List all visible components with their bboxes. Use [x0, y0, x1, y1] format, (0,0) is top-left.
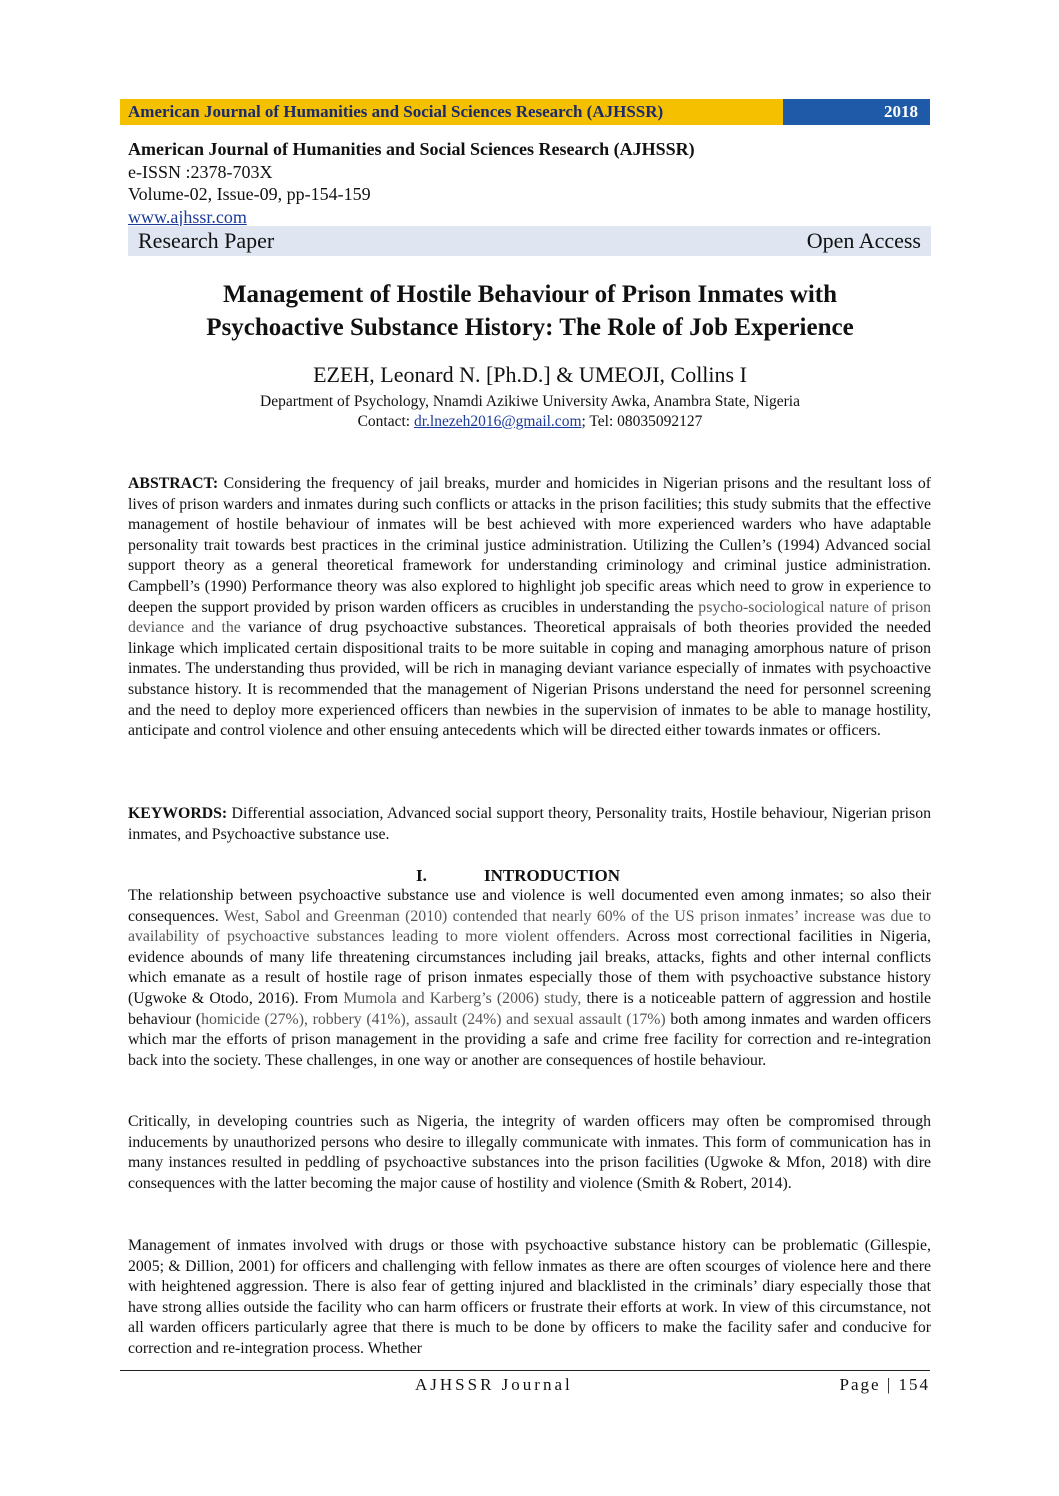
authors: EZEH, Leonard N. [Ph.D.] & UMEOJI, Collins I: [313, 362, 747, 387]
header-journal-name: American Journal of Humanities and Social Sciences Research (AJHSSR): [120, 99, 783, 125]
abstract: [128, 474, 931, 742]
abstract-text-gray: psycho-sociological nature of prison deviance and the: [128, 598, 932, 637]
intro-p1-c: there is a noticeable pattern of aggression and hostile behaviour (: [128, 989, 932, 1028]
volume-info: Volume-02, Issue-09, pp-154-159: [128, 184, 371, 204]
title-line-1: Management of Hostile Behaviour of Prison Inmates with: [222, 281, 838, 308]
journal-info: [128, 138, 695, 228]
intro-p1-a: The relationship between psychoactive substance use and violence is well documented even among inmates; so also their consequences.: [128, 887, 931, 925]
journal-name: American Journal of Humanities and Social Sciences Research (AJHSSR): [128, 139, 695, 159]
access-type-label: Open Access: [806, 228, 921, 253]
affiliation: Department of Psychology, Nnamdi Azikiwe University Awka, Anambra State, Nigeria: [260, 393, 800, 410]
header-year: 2018: [783, 99, 930, 125]
keywords-text: Differential association, Advanced social support theory, Personality traits, Hostile behaviour, Nigerian prison inmates, and Psychoactive substance use.: [128, 805, 931, 843]
footer-journal: AJHSSR Journal: [415, 1375, 573, 1394]
issn: e-ISSN :2378-703X: [128, 161, 273, 182]
intro-paragraph-2: Critically, in developing countries such as Nigeria, the integrity of warden officers may often be compromised through inducements by unauthorized persons who desire to illegally communicate with inmates. This form of communication has in many instances resulted in peddling of psychoactive substances into the prison facilities (Ugwoke & Mfon, 2018) with dire consequences with the latter becoming the major cause of hostility and violence (Smith & Robert, 2014).: [128, 1113, 931, 1192]
keywords-label: KEYWORDS:: [128, 805, 228, 822]
abstract-text-a: Considering the frequency of jail breaks, murder and homicides in Nigerian prisons and the resultant loss of lives of prison warders and inmates during such conflicts or attacks in the prison facilities; this study submits that the effective management of hostile behaviour of inmates will be best achieved with more experienced warders who have adaptable personality trait towards best practices in the criminal justice administration. Utilizing the Cullen’s (1994) Advanced social support theory as a general theoretical framework for understanding criminology and criminal justice administration. Campbell’s (1990) Performance theory was also explored to highlight job specific areas which need to grow in experience to deepen the support provided by prison warden officers as crucibles in understanding the: [128, 475, 931, 616]
section-number: I.: [416, 866, 427, 885]
paper-type-label: Research Paper: [138, 228, 275, 253]
paper-title: [120, 278, 940, 344]
journal-website-link[interactable]: www.ajhssr.com: [128, 206, 247, 227]
running-header: [120, 99, 930, 125]
intro-paragraph-1: [128, 886, 931, 1071]
contact-line: [120, 412, 940, 432]
contact-email-link[interactable]: dr.lnezeh2016@gmail.com: [413, 413, 582, 430]
intro-p1-gray-2: Mumola and Karberg’s (2006) study,: [343, 989, 582, 1007]
intro-p1-d: both among inmates and warden officers which mar the efforts of prison management in the providing a safe and crime free facility for correction and re-integration back into the society. These challenges, in one way or another are consequences of hostile behaviour.: [128, 1010, 931, 1069]
intro-paragraph-3: Management of inmates involved with drugs or those with psychoactive substance history can be problematic (Gillespie, 2005; & Dillion, 2001) for officers and challenging with fellow inmates as there are often scourges of violence here and there with heightened aggression. There is also fear of getting injured and blacklisted in the criminals’ diary especially those that have strong allies outside the facility who can harm officers or frustrate their efforts at work. In view of this circumstance, not all warden officers particularly agree that there is much to be done by officers to make the facility safer and conducive for correction and re-integration process. Whether: [128, 1237, 931, 1357]
section-title: INTRODUCTION: [484, 866, 621, 885]
affiliation-block: [120, 392, 940, 432]
intro-p1-gray-1: West, Sabol and Greenman (2010) contended that nearly 60% of the US prison inmates’ increase was due to availability of psychoactive substances leading to more violent offenders.: [128, 907, 931, 946]
page-number: Page | 154: [839, 1375, 930, 1394]
footer-divider: [120, 1370, 930, 1371]
intro-p1-b: Across most correctional facilities in Nigeria, evidence abounds of many life threatening circumstances including jail breaks, attacks, fights and other internal conflicts which emanate as a result of hostile rage of prison inmates especially those of them with psychoactive substance history (Ugwoke & Otodo, 2016). From: [128, 928, 932, 1007]
paper-type-bar: [128, 226, 931, 256]
abstract-label: ABSTRACT:: [128, 475, 219, 492]
intro-p1-gray-3: homicide (27%), robbery (41%), assault (24%) and sexual assault (17%): [201, 1010, 666, 1028]
keywords: [128, 804, 931, 845]
contact-label: Contact:: [357, 413, 411, 430]
contact-tel: ; Tel: 08035092127: [581, 413, 703, 430]
title-line-2: Psychoactive Substance History: The Role of Job Experience: [206, 314, 854, 341]
abstract-text-b: variance of drug psychoactive substances. Theoretical appraisals of both theories provided the needed linkage which implicated certain dispositional traits to be more suitable in coping and managing amorphous nature of prison inmates. The understanding thus provided, will be rich in managing deviant variance especially of inmates with psychoactive substance history. It is recommended that the management of Nigerian Prisons understand the need for personnel screening and the need to deploy more experienced officers than newbies in the supervision of inmates to be able to manage hostility, anticipate and control violence and other ensuing antecedents which will be directed either towards inmates or officers.: [128, 619, 931, 740]
